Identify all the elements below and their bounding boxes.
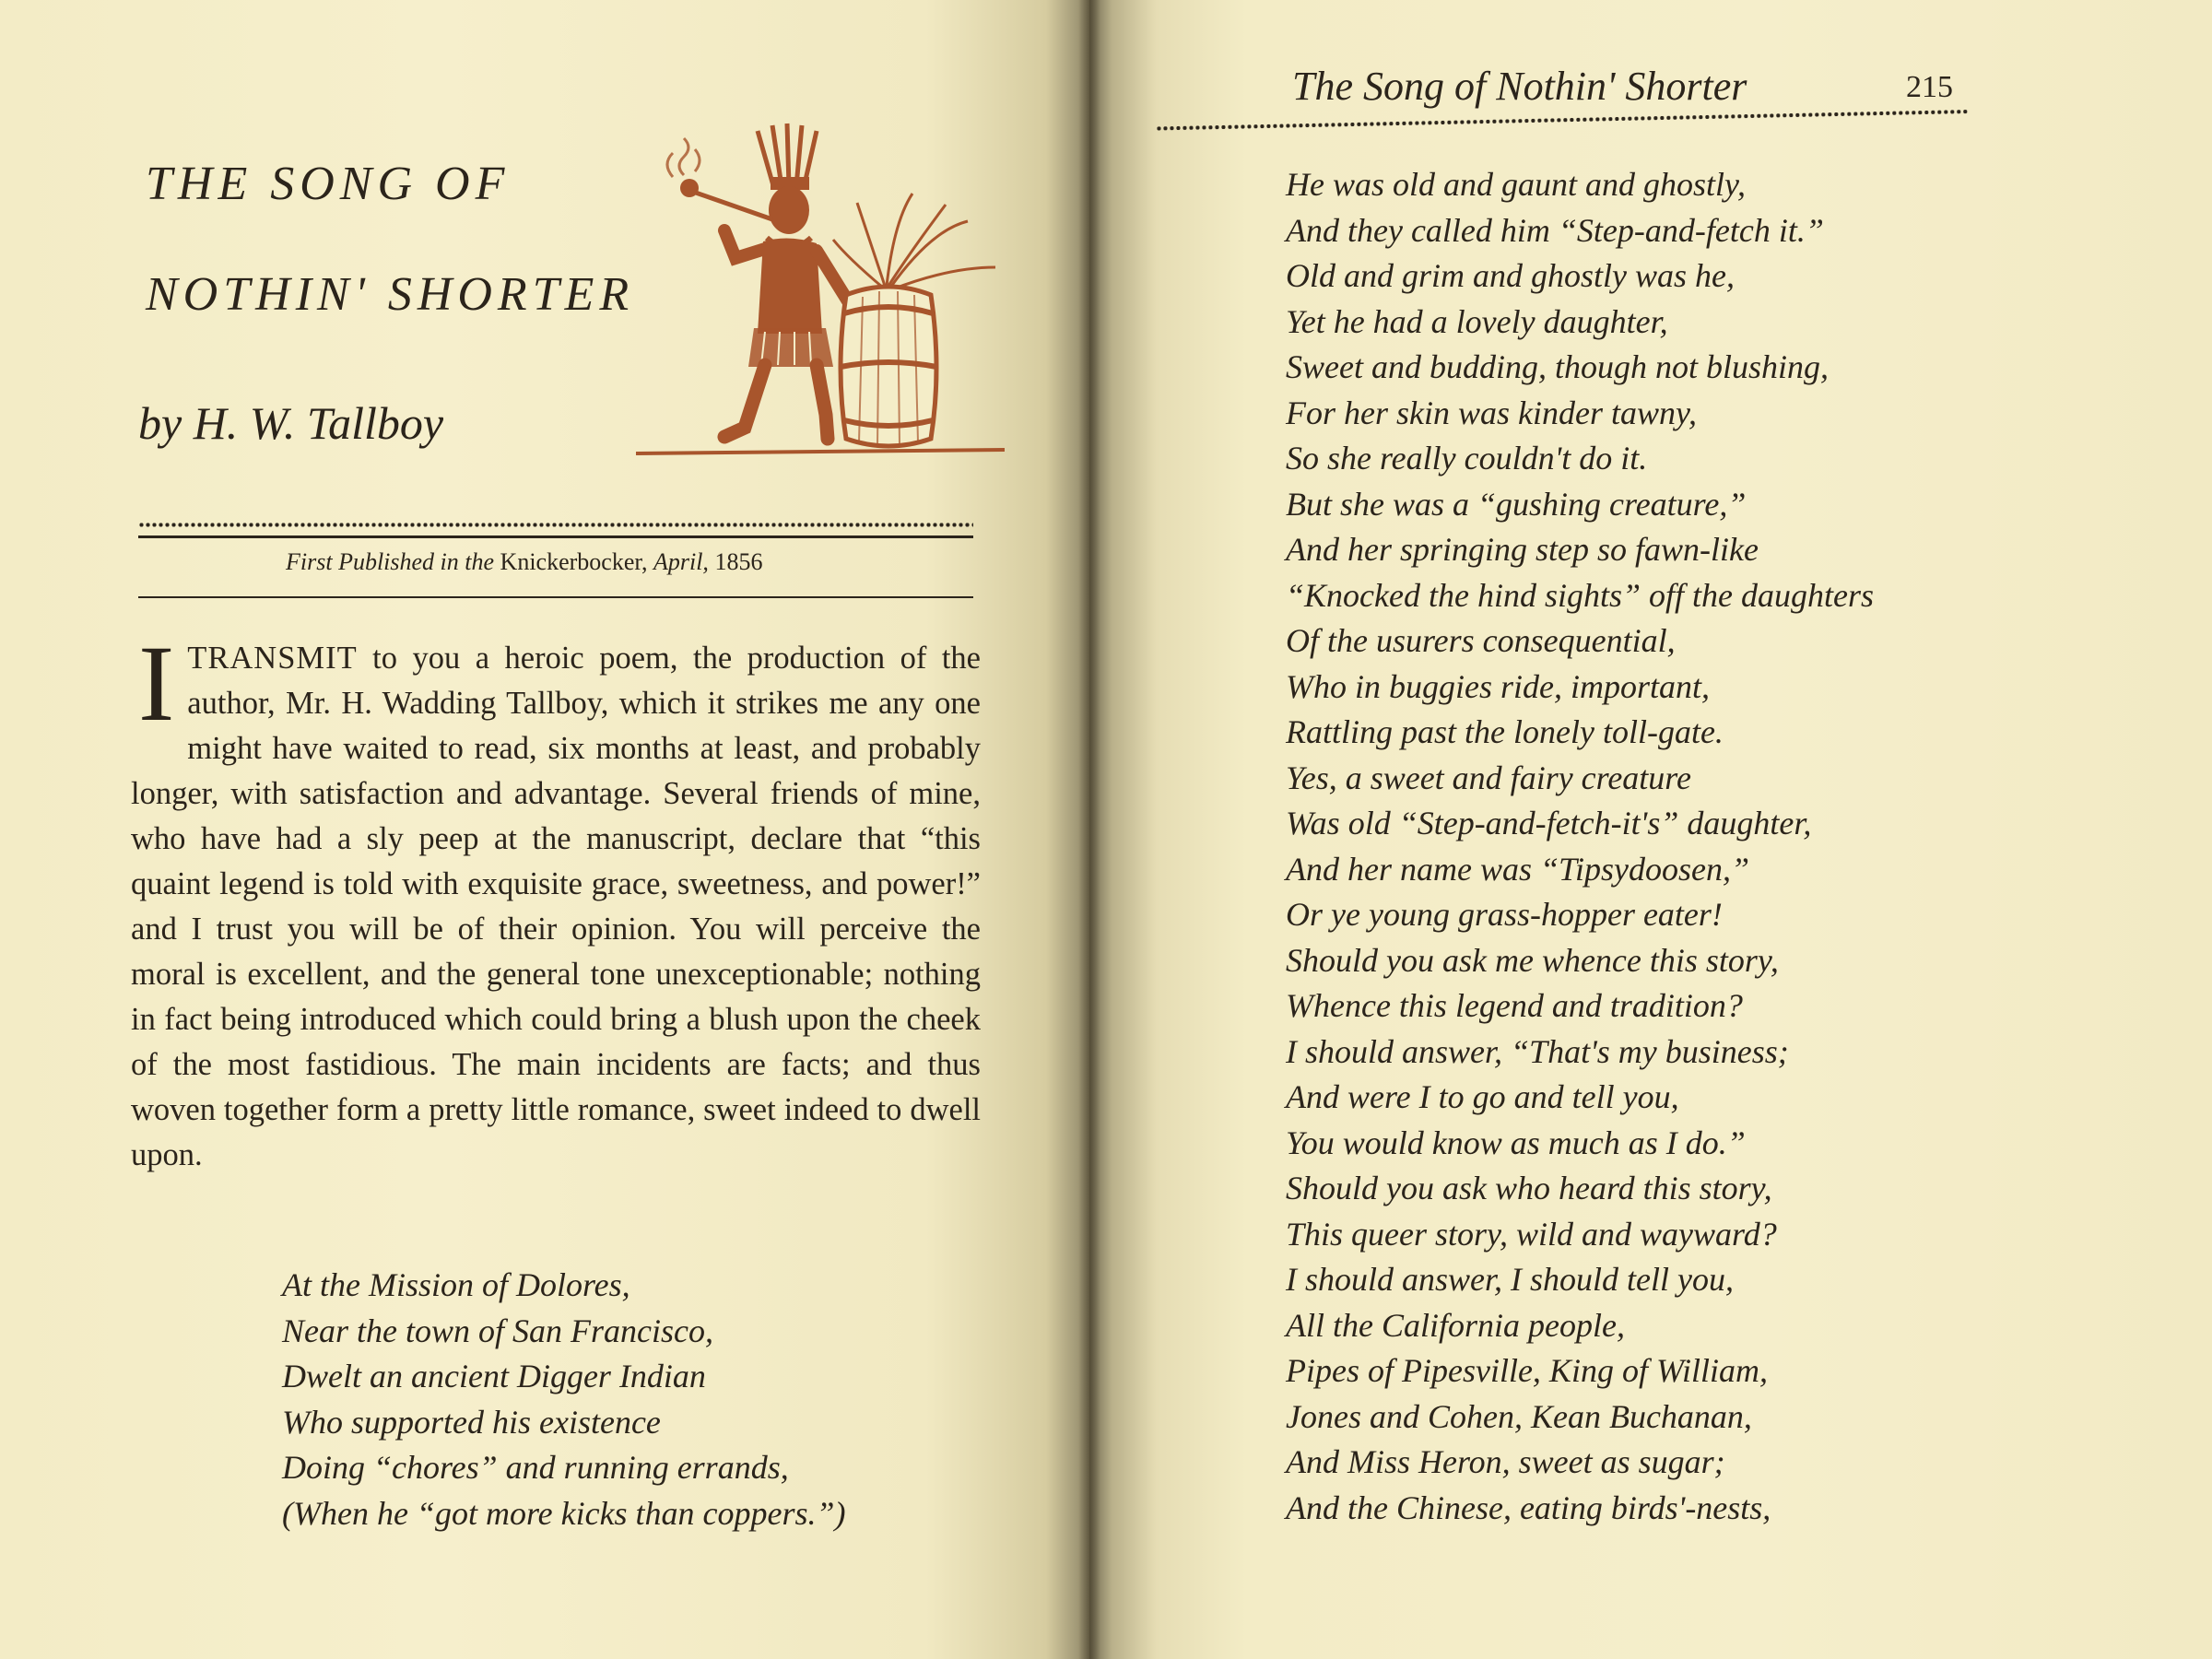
poem-line: Of the usurers consequential, [1286,622,1676,659]
pub-magazine: Knickerbocker, [500,548,648,575]
poem-line: Yet he had a lovely daughter, [1286,302,1668,340]
poem-line: “Knocked the hind sights” off the daughters [1286,576,1874,614]
poem-line: This queer story, wild and wayward? [1286,1215,1777,1253]
poem-line: And her name was “Tipsydoosen,” [1286,850,1750,888]
poem-line: And the Chinese, eating birds'-nests, [1286,1488,1771,1526]
poem-line: For her skin was kinder tawny, [1286,394,1697,431]
poem-line: All the California people, [1286,1306,1625,1344]
poem-line: Or ye young grass-hopper eater! [1286,896,1723,933]
pub-year: 1856 [714,548,763,575]
pub-prefix: First Published in the [286,548,495,575]
poem-line: Near the town of San Francisco, [282,1312,713,1349]
poem-line: So she really couldn't do it. [1286,440,1648,477]
title-line-1: THE SONG OF [146,158,511,210]
lead-word: TRANSMIT [187,641,358,676]
page-number: 215 [1906,70,1953,104]
introduction-paragraph [131,623,981,1178]
poem-line: You would know as much as I do.” [1286,1124,1746,1161]
poem-line: And her springing step so fawn-like [1286,531,1759,568]
book-gutter [1078,0,1100,1659]
publication-note [286,548,762,576]
poem-line: Pipes of Pipesville, King of William, [1286,1352,1768,1389]
title-rule [138,535,973,538]
pub-rule [138,596,973,598]
poem-line: Should you ask who heard this story, [1286,1170,1772,1206]
poem-line: Was old “Step-and-fetch-it's” daughter, [1286,805,1812,841]
title-line-2: NOTHIN' SHORTER [146,268,635,321]
poem-line: Who in buggies ride, important, [1286,667,1710,705]
poem-left [282,1263,846,1536]
poem-line: I should answer, “That's my business; [1286,1032,1789,1070]
left-page [0,0,1089,1659]
poem-line: Whence this legend and tradition? [1286,987,1743,1024]
poem-line: And they called him “Step-and-fetch it.” [1286,211,1824,249]
drop-cap: I [138,623,175,744]
poem-line: And Miss Heron, sweet as sugar; [1286,1443,1725,1480]
poem-line: And were I to go and tell you, [1286,1078,1679,1115]
poem-line: Rattling past the lonely toll-gate. [1286,713,1724,750]
poem-right [1286,162,1874,1531]
poem-line: I should answer, I should tell you, [1286,1261,1734,1298]
dotted-rule [138,522,973,531]
running-head: The Song of Nothin' Shorter [1292,64,1747,109]
poem-line: He was old and gaunt and ghostly, [1286,166,1747,203]
woodcut-illustration [636,120,1005,470]
poem-line: (When he “got more kicks than coppers.”) [282,1494,846,1532]
byline: by H. W. Tallboy [138,397,444,449]
poem-line: Old and grim and ghostly was he, [1286,257,1735,294]
poem-line: Who supported his existence [282,1403,661,1441]
poem-line: Should you ask me whence this story, [1286,941,1779,979]
poem-line: Jones and Cohen, Kean Buchanan, [1286,1397,1752,1435]
poem-line: Yes, a sweet and fairy creature [1286,759,1691,796]
pub-date: April, [653,548,709,575]
poem-line: Sweet and budding, though not blushing, [1286,348,1829,385]
poem-line: Dwelt an ancient Digger Indian [282,1358,706,1394]
poem-line: At the Mission of Dolores, [282,1266,630,1303]
poem-line: But she was a “gushing creature,” [1286,485,1747,523]
prose-body: to you a heroic poem, the production of the author, Mr. H. Wadding Tallboy, which it strikes me any one might have waited to read, six months at least, and probably longer, with satisfaction and advantage. Several friends of mine, who have had a sly peep at the manuscript, declare that “this quaint legend is told with exquisite grace, sweetness, and power!” and I trust you will be of their opinion. You will perceive the moral is excellent, and the general tone unexceptionable; nothing in fact being introduced which could bring a blush upon the cheek of the most fastidious. The main incidents are facts; and thus woven together form a pretty little romance, sweet indeed to dwell upon. [131,641,981,1172]
poem-line: Doing “chores” and running errands, [282,1449,789,1486]
